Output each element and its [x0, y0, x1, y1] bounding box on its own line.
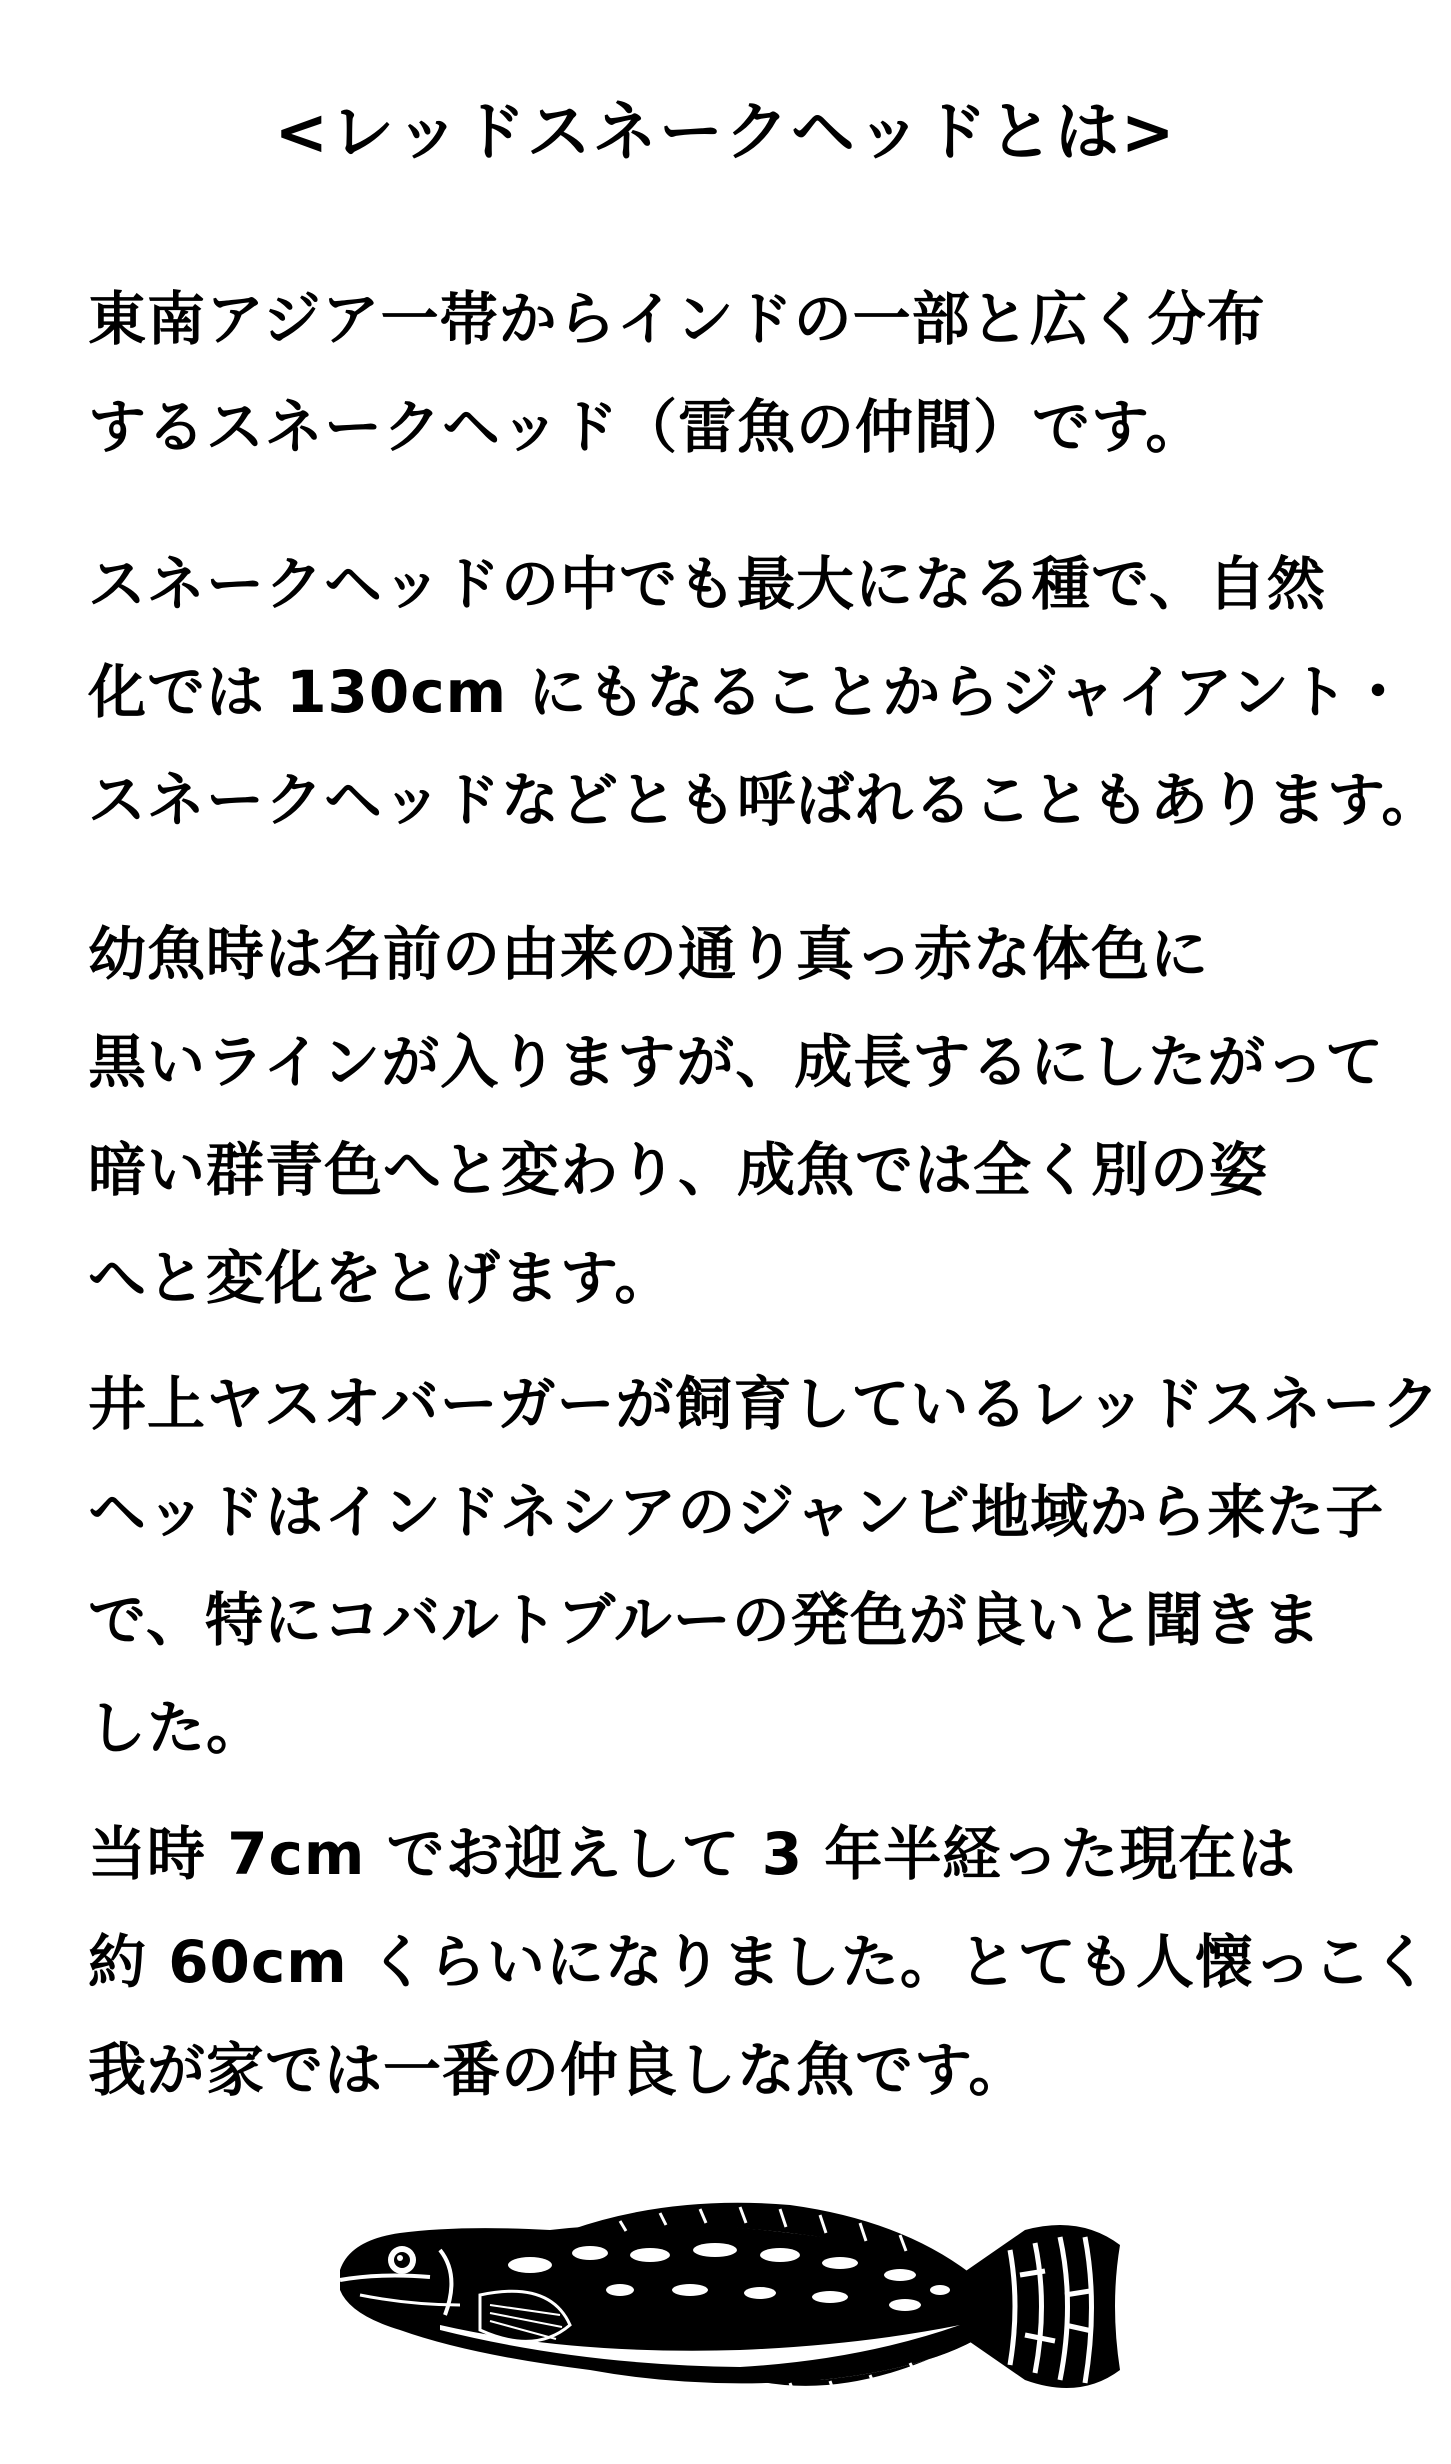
page-title: <レッドスネークヘッドとは> — [274, 96, 1177, 170]
paragraph-line: 暗い群青色へと変わり、成魚では全く別の姿 — [88, 1136, 1269, 1204]
paragraph-line: 黒いラインが入りますが、成長するにしたがって — [88, 1028, 1385, 1096]
paragraph-line: スネークヘッドなどとも呼ばれることもあります。 — [88, 766, 1441, 834]
paragraph-size — [88, 530, 1441, 854]
paragraph-origin — [88, 1350, 1441, 1782]
paragraph-line: スネークヘッドの中でも最大になる種で、自然 — [88, 550, 1326, 618]
paragraph-line: 化では 130cm にもなることからジャイアント・ — [88, 658, 1409, 726]
paragraph-line: ヘッドはインドネシアのジャンビ地域から来た子 — [88, 1478, 1385, 1546]
paragraph-line: するスネークヘッド（雷魚の仲間）です。 — [88, 393, 1205, 461]
paragraph-line: 約 60cm くらいになりました。とても人懐っこく — [88, 1928, 1431, 1996]
paragraph-line: 幼魚時は名前の由来の通り真っ赤な体色に — [88, 920, 1210, 988]
paragraph-line: へと変化をとげます。 — [88, 1244, 674, 1312]
paragraph-line: 東南アジア一帯からインドの一部と広く分布 — [88, 285, 1266, 353]
paragraph-line: 当時 7cm でお迎えして 3 年半経った現在は — [88, 1820, 1297, 1888]
paragraph-growth — [88, 1800, 1431, 2124]
paragraph-coloration — [88, 900, 1385, 1332]
paragraph-line: した。 — [88, 1694, 266, 1762]
snakehead-fish-icon — [320, 2155, 1140, 2455]
paragraph-line: 井上ヤスオバーガーが飼育しているレッドスネーク — [88, 1370, 1441, 1438]
paragraph-line: で、特にコバルトブルーの発色が良いと聞きま — [88, 1586, 1322, 1654]
paragraph-distribution — [88, 265, 1378, 481]
paragraph-line: 我が家では一番の仲良しな魚です。 — [88, 2036, 1028, 2104]
